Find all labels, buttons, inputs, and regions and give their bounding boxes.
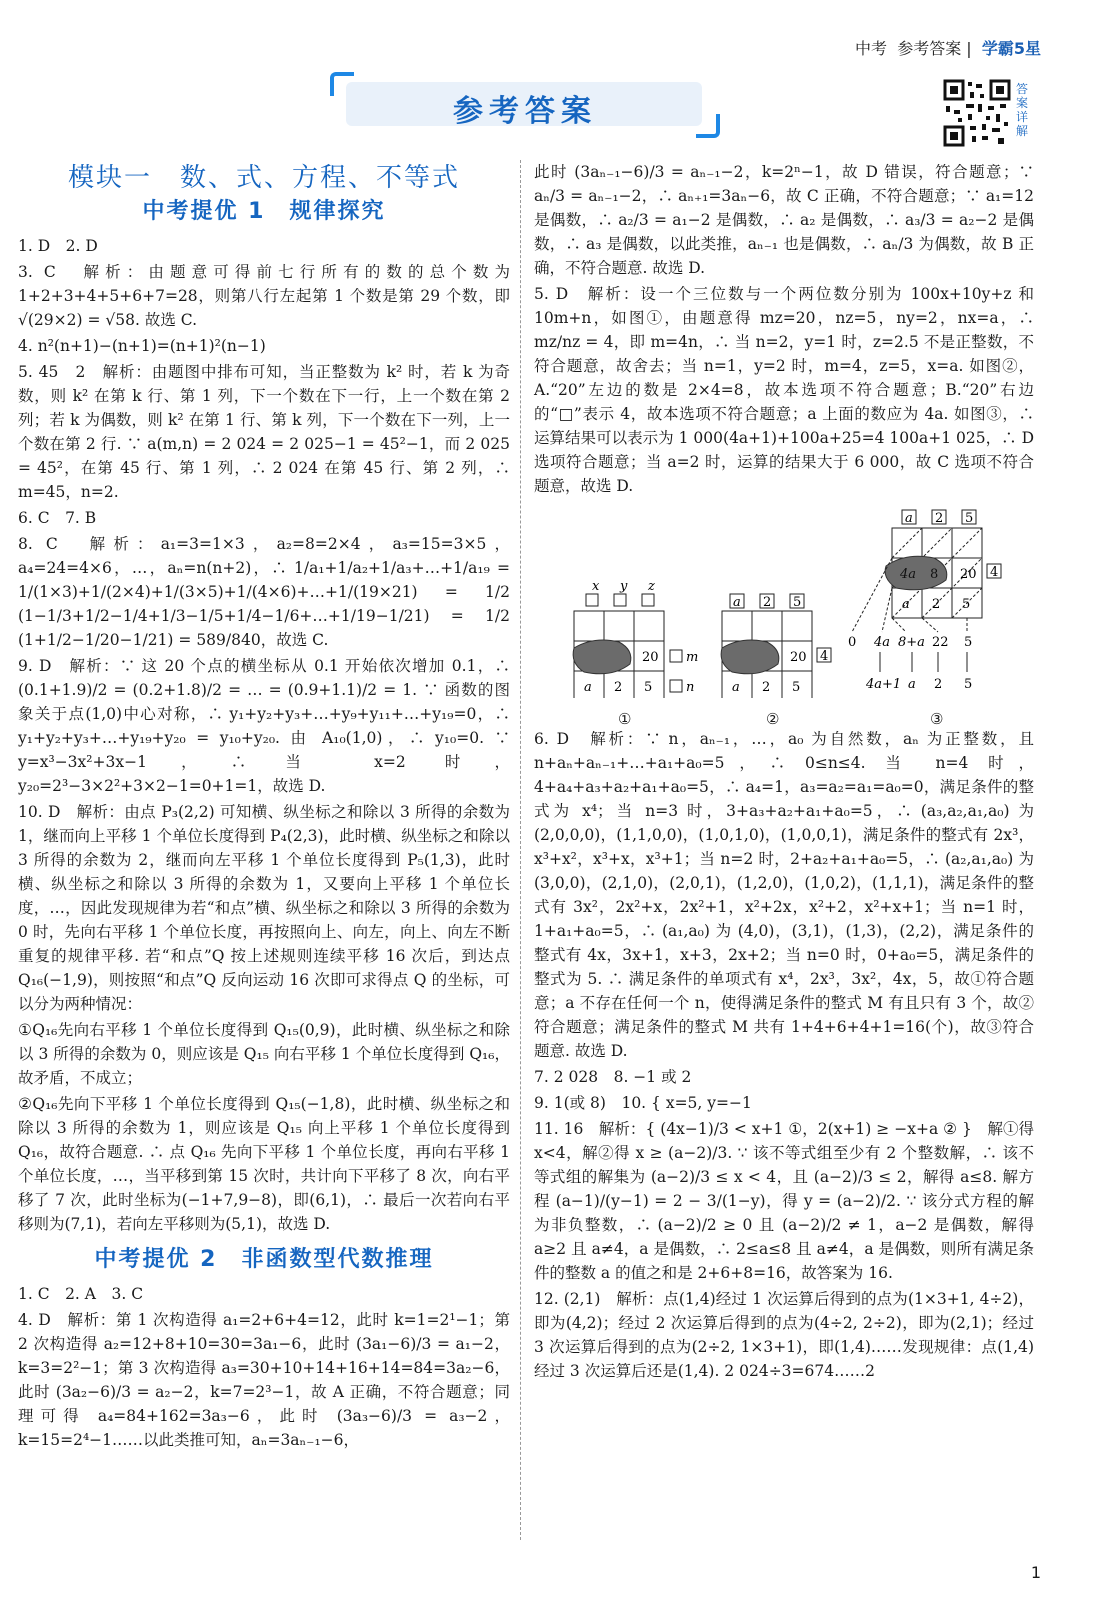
left-column xyxy=(18,160,510,1454)
page-header: 中考 参考答案 | 学霸5星 xyxy=(855,39,1041,58)
f2-top-label: 2 xyxy=(763,595,772,610)
figure-caption-1: ① xyxy=(618,710,632,728)
answer-paragraph: 6. D 解析：∵ n，aₙ₋₁，…，a₀ 为自然数，aₙ 为正整数，且 n+aₙ+aₙ₋₁+…+a₁+a₀=5，∴ 0≤n≤4. 当 n=4 时，4+a₄+a₃+a₂+a₁+a₀=5，∴ a₄=1，a₃=a₂=a₁=a₀=0，满足条件的整式为 x⁴；当 n=3 时，3+a₃+a₂+a₁+a₀=5，∴ (a₃,a₂,a₁,a₀) 为 (2,0,0,0)，(1,1,0,0)，(1,0,1,0)，(1,0,0,1)，满足条件的整式有 2x³，x³+x²，x³+x，x³+1；当 n=2 时，2+a₂+a₁+a₀=5，∴ (a₂,a₁,a₀) 为 (3,0,0)，(2,1,0)，(2,0,1)，(1,2,0)，(1,0,2)，(1,1,1)，满足条件的整式有 3x²，2x²+x，2x²+1，x²+2x，x²+2，x²+x+1；当 n=1 时，1+a₁+a₀=5，∴ (a₁,a₀) 为 (4,0)，(3,1)，(1,3)，(2,2)，满足条件的整式有 4x，3x+1，x+3，2x+2；当 n=0 时，0+a₀=5，满足条件的整式为 5. ∴ 满足条件的单项式有 x⁴，2x³，3x²，4x，5，故①符合题意；a 不存在任何一个 n，使得满足条件的整式 M 有且只有 3 个，故②符合题意；满足条件的整式 M 共有 1+4+6+4+1=16(个)，故③符合题意. 故选 D. xyxy=(534,730,1034,1060)
column-divider xyxy=(520,160,521,1540)
answer-paragraph: 3. C 解析：由题意可得前七行所有的数的总个数为 1+2+3+4+5+6+7=28，则第八行左起第 1 个数是第 29 个数，即 √(29×2) = √58. 故选 C. xyxy=(18,263,510,329)
f2-side-label: 4 xyxy=(820,649,829,664)
figure-caption-3: ③ xyxy=(930,710,944,728)
page-number: 1 xyxy=(1030,1563,1041,1582)
f3-row1: 22 xyxy=(932,635,949,650)
f3-row2: a xyxy=(908,677,916,692)
figure-1 xyxy=(573,579,698,698)
f1-top-label: z xyxy=(648,579,655,594)
answer-paragraph: 5. 45 2 解析：由题图中排布可知，当正整数为 k² 时，若 k 为奇数，则 k² 在第 k 行、第 1 列，下一个数在下一行，上一个数在第 2 列；若 k 为偶数，则 k² 在第 1 行、第 k 列，下一个数在下一列，上一个数在第 2 行. ∵ a(m,n) = 2 024 = 2 025−1 = 45²−1，而 2 025 = 45²，在第 45 行、第 1 列，∴ 2 024 在第 45 行、第 2 列，∴ m=45，n=2. xyxy=(18,363,510,501)
multiplication-figures xyxy=(534,508,1034,698)
f3-top-label: 5 xyxy=(965,511,974,526)
f1-cell-a: a xyxy=(584,680,592,695)
f2-cell-5: 5 xyxy=(792,680,801,695)
f3-side-label: 4 xyxy=(990,565,999,580)
f3-row1: 8+a xyxy=(898,635,925,650)
f2-top-label: a xyxy=(733,595,741,610)
answer-paragraph: 7. 2 028 8. −1 或 2 xyxy=(534,1068,692,1086)
f1-top-label: x xyxy=(592,579,600,594)
f3-row2: 4a+1 xyxy=(866,677,902,692)
figure-2 xyxy=(721,594,831,698)
f1-cell-5: 5 xyxy=(644,680,653,695)
answer-paragraph: 12. (2,1) 解析：点(1,4)经过 1 次运算后得到的点为(1×3+1, 4÷2)，即为(4,2)；经过 2 次运算后得到的点为(4÷2, 2÷2)，即为(2,1)；经过 3 次运算后得到的点为(2÷2, 1×3+1)，即(1,4)……发现规律：点(1,4)经过 3 次运算后还是(1,4). 2 024÷3=674……2 xyxy=(534,1290,1034,1380)
answer-paragraph: 9. 1(或 8) 10. { x=5, y=−1 xyxy=(534,1094,752,1112)
f2-cell-2: 2 xyxy=(762,680,771,695)
ink-blot-1 xyxy=(573,640,631,674)
section-title-2: 中考提优 2 非函数型代数推理 xyxy=(94,1247,434,1272)
f2-cell-a: a xyxy=(732,680,740,695)
answer-paragraph: ①Q₁₆先向右平移 1 个单位长度得到 Q₁₅(0,9)，此时横、纵坐标之和除以 3 所得的余数为 0，则应该是 Q₁₅ 向右平移 1 个单位长度得到 Q₁₆，故矛盾，不成立； xyxy=(18,1021,510,1087)
answer-paragraph: 5. D 解析：设一个三位数与一个两位数分别为 100x+10y+z 和 10m+n，如图①，由题意得 mz=20，nz=5，ny=2，nx=a，∴ mz/nz = 4，即 m=4n，∴ 当 n=2，y=1 时，z=2.5 不是正整数，不符合题意，故舍去；当 n=1，y=2 时，m=4，z=5，x=a. 如图②，A.“20”左边的数是 2×4=8，故本选项不符合题意；B.“20”右边的“□”表示 4，故本选项不符合题意；a 上面的数应为 4a. 如图③，∴ 运算结果可以表示为 1 000(4a+1)+100a+25=4 100a+1 025，∴ D 选项符合题意；当 a=2 时，运算的结果大于 6 000，故 C 选项不符合题意，故选 D. xyxy=(534,285,1034,495)
f3-cell-a: a xyxy=(902,597,910,612)
f3-row2: 2 xyxy=(934,677,943,692)
answer-paragraph: ②Q₁₆先向下平移 1 个单位长度得到 Q₁₅(−1,8)，此时横、纵坐标之和除以 3 所得的余数为 1，则应该是 Q₁₅ 向上平移 1 个单位长度得到 Q₁₆，故符合题意. ∴ 点 Q₁₆ 先向下平移 1 个单位长度，再向右平移 1 个单位长度，…，当平移到第 15 次时，共计向下平移了 8 次，向右平移了 7 次，此时坐标为(−1+7,9−8)，即(6,1)，∴ 最后一次若向右平移则为(7,1)，若向左平移则为(5,1)，故选 D. xyxy=(18,1095,510,1233)
f3-cell-5: 5 xyxy=(962,597,971,612)
f3-row2: 5 xyxy=(964,677,973,692)
f3-top-label: 2 xyxy=(935,511,944,526)
f3-row1: 0 xyxy=(848,635,857,650)
answer-paragraph: 4. D 解析：第 1 次构造得 a₁=2+6+4=12，此时 k=1=2¹−1；第 2 次构造得 a₂=12+8+10=30=3a₁−6，此时 (3a₁−6)/3 = a₁−2，k=3=2²−1；第 3 次构造得 a₃=30+10+14+16+14=84=3a₂−6，此时 (3a₂−6)/3 = a₂−2，k=7=2³−1，故 A 正确，不符合题意；同理可得 a₄=84+162=3a₃−6，此时 (3a₃−6)/3 = a₃−2，k=15=2⁴−1……以此类推可知，aₙ=3aₙ₋₁−6， xyxy=(18,1311,510,1449)
f3-cell-4a: 4a xyxy=(900,567,917,582)
f3-cell-20: 20 xyxy=(960,567,977,582)
f3-top-label: a xyxy=(905,511,913,526)
answer-paragraph: 1. C 2. A 3. C xyxy=(18,1285,144,1303)
f3-cell-2: 2 xyxy=(932,597,941,612)
f1-top-label: y xyxy=(620,579,628,594)
answer-paragraph: 1. D 2. D xyxy=(18,237,98,255)
f1-cell-20: 20 xyxy=(642,650,659,665)
figure-caption-2: ② xyxy=(766,710,780,728)
qr-label: 答案详解 xyxy=(1016,82,1029,138)
answer-paragraph: 11. 16 解析：{ (4x−1)/3 < x+1 ①，2(x+1) ≥ −x+a ② } 解①得 x<4，解②得 x ≥ (a−2)/3. ∵ 该不等式组至少有 2 个整数解，∴ 该不等式组的解集为 (a−2)/3 ≤ x < 4，且 (a−2)/3 ≤ 2，解得 a≤8. 解方程 (a−1)/(y−1) = 2 − 3/(1−y)，得 y = (a−2)/2. ∵ 该分式方程的解为非负整数，∴ (a−2)/2 ≥ 0 且 (a−2)/2 ≠ 1，a−2 是偶数，解得 a≥2 且 a≠4，a 是偶数，∴ 2≤a≤8 且 a≠4，a 是偶数，则所有满足条件的整数 a 的值之和是 2+6+8=16，故答案为 16. xyxy=(534,1120,1034,1282)
f3-cell-8: 8 xyxy=(930,567,939,582)
title-banner xyxy=(330,72,720,138)
page-title: 参考答案 xyxy=(453,94,597,129)
section-title-1: 中考提优 1 规律探究 xyxy=(142,199,386,224)
f3-row1: 5 xyxy=(964,635,973,650)
qr-code-icon[interactable] xyxy=(942,78,1012,148)
ink-blot-2 xyxy=(721,640,779,674)
figure-captions xyxy=(534,707,1034,727)
figure-3 xyxy=(848,510,1001,692)
f1-side-label: n xyxy=(686,680,695,695)
answer-paragraph: 9. D 解析：∵ 这 20 个点的横坐标从 0.1 开始依次增加 0.1，∴ (0.1+1.9)/2 = (0.2+1.8)/2 = … = (0.9+1.1)/2 = 1. ∵ 函数的图象关于点(1,0)中心对称，∴ y₁+y₂+y₃+…+y₉+y₁₁+…+y₁₉=0，∴ y₁+y₂+y₃+…+y₁₉+y₂₀ = y₁₀+y₂₀. 由 A₁₀(1,0)，∴ y₁₀=0. ∵ y=x³−3x²+3x−1，∴ 当 x=2 时，y₂₀=2³−3×2²+3×2−1=0+1=1，故选 D. xyxy=(18,657,510,795)
module-title: 模块一 数、式、方程、不等式 xyxy=(67,163,460,193)
header-exam: 中考 xyxy=(855,39,888,58)
right-column xyxy=(534,160,1034,1385)
answer-paragraph: 此时 (3aₙ₋₁−6)/3 = aₙ₋₁−2，k=2ⁿ−1，故 D 错误，符合题意；∵ aₙ/3 = aₙ₋₁−2，∴ aₙ₊₁=3aₙ−6，故 C 正确，不符合题意；∵ a₁=12 是偶数，∴ a₂/3 = a₁−2 是偶数，∴ a₂ 是偶数，∴ a₃/3 = a₂−2 是偶数，∴ a₃ 是偶数，以此类推，aₙ₋₁ 也是偶数，∴ aₙ/3 为偶数，故 B 正确，不符合题意. 故选 D. xyxy=(534,163,1034,277)
answer-paragraph: 4. n²(n+1)−(n+1)=(n+1)²(n−1) xyxy=(18,337,266,355)
f2-cell-20: 20 xyxy=(790,650,807,665)
answer-paragraph: 8. C 解析：a₁=3=1×3，a₂=8=2×4，a₃=15=3×5，a₄=24=4×6，…，aₙ=n(n+2)，∴ 1/a₁+1/a₂+1/a₃+…+1/a₁₉ = 1/(1×3)+1/(2×4)+1/(3×5)+1/(4×6)+…+1/(19×21) = 1/2 (1−1/3+1/2−1/4+1/3−1/5+1/4−1/6+…+1/19−1/21) = 1/2 (1+1/2−1/20−1/21) = 589/840，故选 C. xyxy=(18,535,510,649)
answer-paragraph: 10. D 解析：由点 P₃(2,2) 可知横、纵坐标之和除以 3 所得的余数为 1，继而向上平移 1 个单位长度得到 P₄(2,3)，此时横、纵坐标之和除以 3 所得的余数为 2，继而向左平移 1 个单位长度得到 P₅(1,3)，此时横、纵坐标之和除以 3 所得的余数为 1，又要向上平移 1 个单位长度，…，因此发现规律为若“和点”横、纵坐标之和除以 3 所得的余数为 0 时，先向右平移 1 个单位长度，再按照向上、向左，向上、向左不断重复的规律平移. 若“和点”Q 按上述规则连续平移 16 次后，到达点 Q₁₆(−1,9)，则按照“和点”Q 反向运动 16 次即可求得点 Q 的坐标，可以分为两种情况： xyxy=(18,803,510,1013)
answer-paragraph: 6. C 7. B xyxy=(18,509,97,527)
f3-row1: 4a xyxy=(874,635,891,650)
f2-top-label: 5 xyxy=(793,595,802,610)
header-brand: 学霸5星 xyxy=(981,39,1041,58)
f1-cell-2: 2 xyxy=(614,680,623,695)
header-answers: 参考答案 xyxy=(897,39,962,58)
f1-side-label: m xyxy=(686,650,699,665)
